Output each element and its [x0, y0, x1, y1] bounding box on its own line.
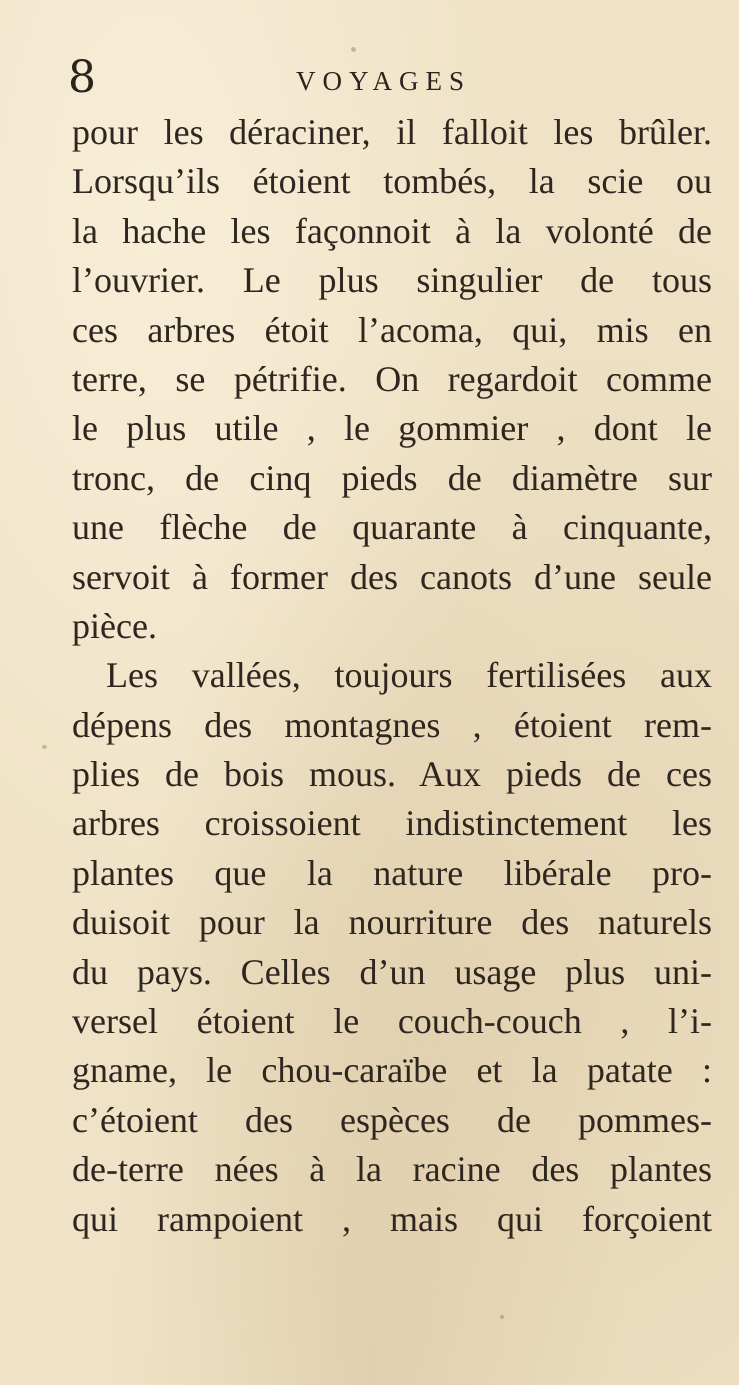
foxing-spot	[500, 1315, 504, 1319]
text-line: Lorsqu’ils étoient tombés, la scie ou	[72, 161, 712, 202]
text-line: servoit à former des canots d’une seule	[72, 556, 712, 597]
text-line: arbres croissoient indistinctement les	[72, 803, 712, 844]
running-head: VOYAGES	[296, 66, 472, 96]
page-number: 8	[68, 52, 96, 103]
text-line: qui rampoient , mais qui forçoient	[72, 1198, 712, 1239]
text-line: la hache les façonnoit à la volonté de	[72, 210, 712, 251]
text-line: pièce.	[72, 605, 157, 646]
foxing-spot	[42, 745, 47, 749]
text-line: tronc, de cinq pieds de diamètre sur	[72, 457, 712, 498]
text-line: ces arbres étoit l’acoma, qui, mis en	[72, 309, 712, 350]
text-line: gname, le chou-caraïbe et la patate :	[72, 1050, 712, 1091]
text-line: plantes que la nature libérale pro-	[72, 852, 712, 893]
text-line: Les vallées, toujours fertilisées aux	[106, 655, 712, 696]
text-line: du pays. Celles d’un usage plus uni-	[72, 951, 712, 992]
body-text	[72, 108, 712, 1244]
text-line: terre, se pétrifie. On regardoit comme	[72, 358, 712, 399]
text-line: versel étoient le couch-couch , l’i-	[72, 1001, 712, 1042]
text-line: pour les déraciner, il falloit les brûler.	[72, 112, 712, 152]
text-line: dépens des montagnes , étoient rem-	[72, 704, 712, 745]
text-line: de-terre nées à la racine des plantes	[72, 1149, 712, 1190]
text-line: c’étoient des espèces de pommes-	[72, 1099, 712, 1140]
page-header	[68, 52, 708, 104]
text-line: duisoit pour la nourriture des naturels	[72, 902, 712, 943]
text-line: plies de bois mous. Aux pieds de ces	[72, 754, 712, 795]
text-line: l’ouvrier. Le plus singulier de tous	[72, 260, 712, 301]
text-line: le plus utile , le gommier , dont le	[72, 408, 712, 449]
text-line: une flèche de quarante à cinquante,	[72, 507, 712, 548]
